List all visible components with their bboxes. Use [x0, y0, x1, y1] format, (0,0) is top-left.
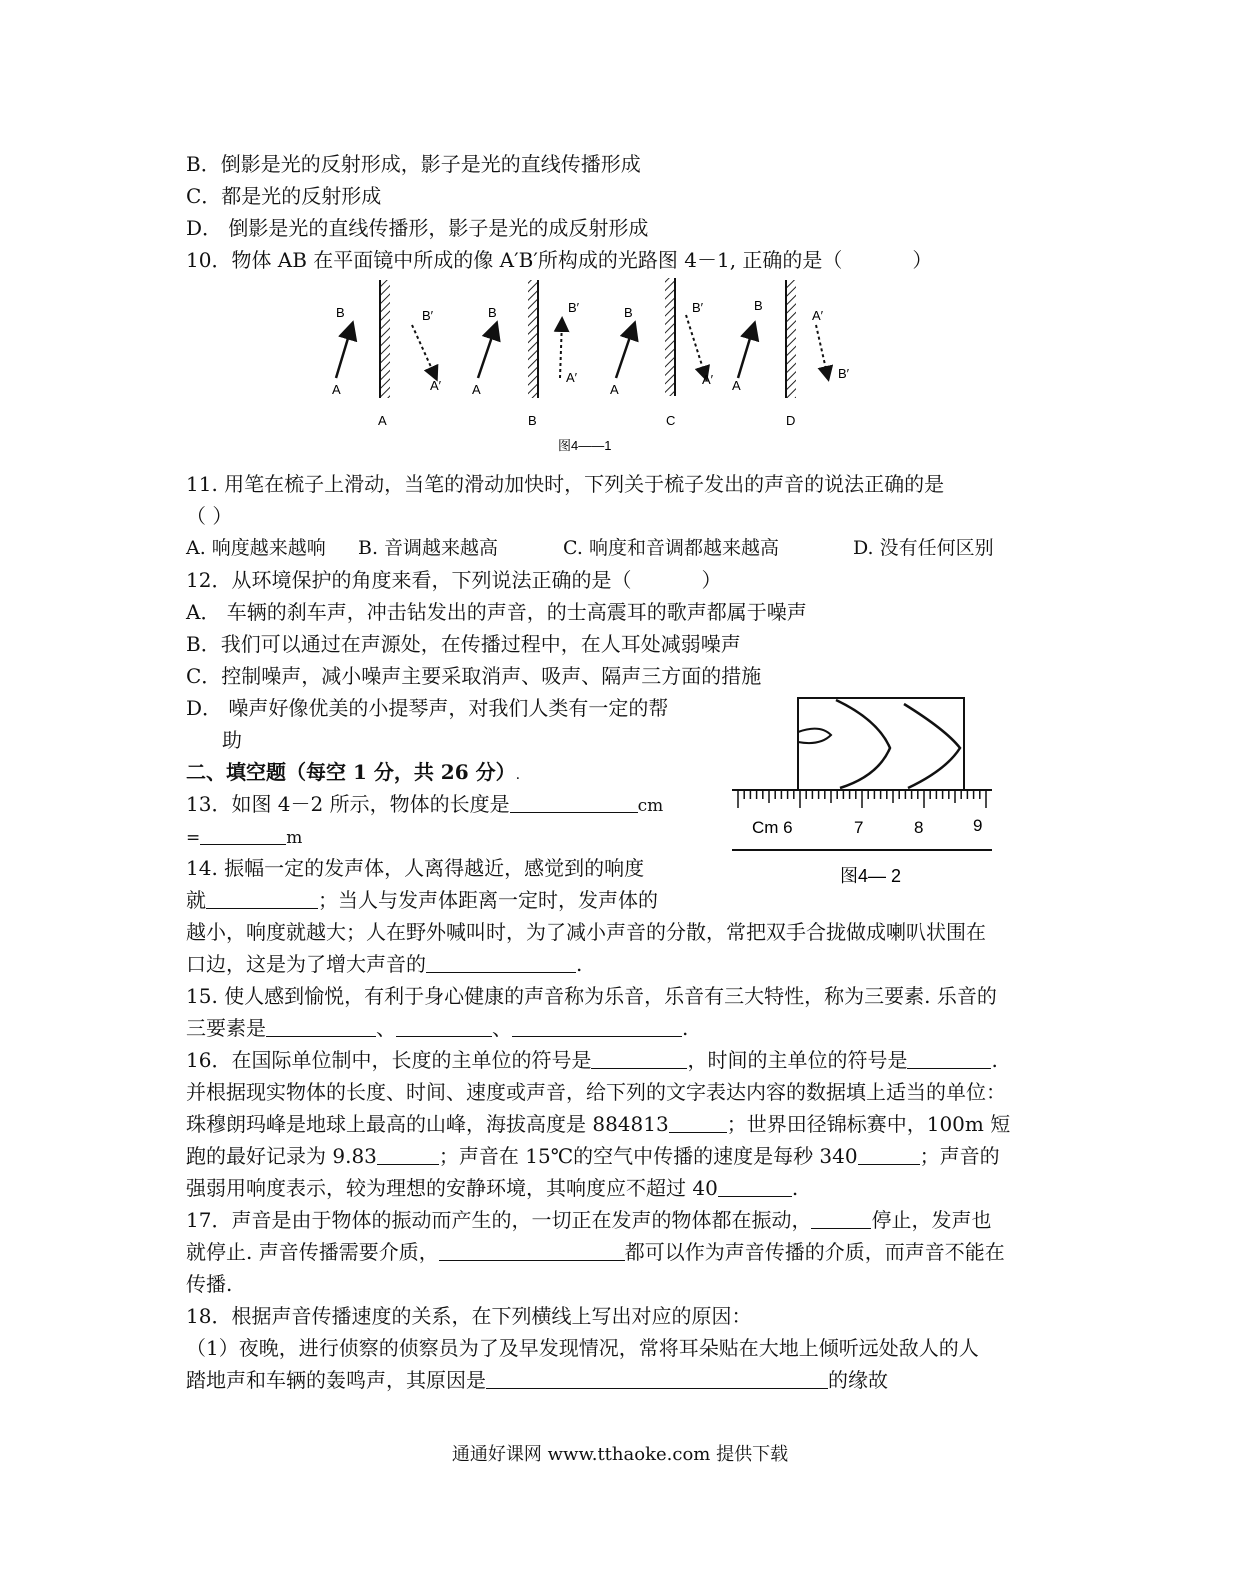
q18-l3a: 踏地声和车辆的轰鸣声，其原因是	[186, 1368, 486, 1392]
q17-line1	[186, 1204, 991, 1236]
q16-blank-speed-unit[interactable]	[858, 1144, 920, 1165]
q12-stem-text: 12．从环境保护的角度来看，下列说法正确的是（	[186, 568, 632, 592]
fig41-panel-c	[610, 278, 714, 428]
fig41-d-label-ap: A′	[812, 308, 824, 323]
ruler-ticks	[738, 790, 986, 808]
q10-paren-close: ）	[912, 248, 933, 272]
q14-l4b: .	[576, 952, 583, 976]
q15-l2a: 三要素是	[186, 1016, 266, 1040]
q11-option-c: C. 响度和音调都越来越高	[563, 537, 779, 559]
fig41-d-label-a: A	[732, 378, 741, 393]
q16-blank-record-unit[interactable]	[377, 1144, 439, 1165]
q17-blank-1[interactable]	[811, 1208, 871, 1229]
q12-option-c: C．控制噪声，减小噪声主要采取消声、吸声、隔声三方面的措施	[186, 664, 762, 688]
q14-line1: 14. 振幅一定的发声体，人离得越近，感觉到的响度	[186, 856, 645, 880]
q16-l1c: .	[991, 1048, 998, 1072]
q13-unit-m: m	[286, 828, 303, 848]
q16-l5b: .	[791, 1176, 799, 1200]
q11-option-d: D. 没有任何区别	[853, 537, 994, 559]
fig42-caption: 图4— 2	[840, 866, 902, 886]
q11-stem: 11. 用笔在梳子上滑动，当笔的滑动加快时，下列关于梳子发出的声音的说法正确的是	[186, 472, 945, 496]
fig41-option-c: C	[666, 413, 676, 428]
fig41-b-label-bp: B′	[568, 300, 580, 315]
fig41-a-label-a: A	[332, 382, 341, 397]
q17-l2b: 都可以作为声音传播的介质，而声音不能在	[624, 1240, 1005, 1264]
q16-line5	[186, 1172, 798, 1204]
q13-blank-m[interactable]	[200, 824, 286, 845]
q16-l5a: 强弱用响度表示，较为理想的安静环境，其响度应不超过 40	[186, 1176, 718, 1200]
q16-l4b: ；声音在 15℃的空气中传播的速度是每秒 340	[438, 1144, 858, 1168]
q16-line4	[186, 1140, 1000, 1172]
fig41-d-label-bp: B′	[838, 366, 850, 381]
q15-blank-1[interactable]	[266, 1016, 376, 1037]
page-footer: 通通好课网 www.tthaoke.com 提供下载	[451, 1444, 789, 1465]
q18-line3	[186, 1364, 888, 1396]
q15-line1: 15. 使人感到愉悦，有利于身心健康的声音称为乐音，乐音有三大特性，称为三要素. 乐音的	[186, 984, 997, 1008]
ruler-label-8: 8	[914, 818, 924, 837]
q18-line1: 18．根据声音传播速度的关系，在下列横线上写出对应的原因：	[186, 1304, 752, 1328]
section-2-title	[186, 756, 520, 791]
q13-line2	[186, 820, 302, 854]
q12-option-a: A． 车辆的刹车声，冲击钻发出的声音，的士高震耳的歌声都属于噪声	[186, 600, 807, 624]
q16-line3	[186, 1108, 1010, 1140]
section-2-title-text: 二、填空题（每空 1 分，共 26 分）	[186, 760, 516, 784]
fig41-c-label-bp: B′	[692, 300, 704, 315]
q12-option-d-cont: 助	[222, 728, 242, 752]
q13-line1	[186, 788, 663, 822]
q16-line2: 并根据现实物体的长度、时间、速度或声音，给下列的文字表达内容的数据填上适当的单位：	[186, 1080, 1006, 1104]
q17-l2a: 就停止. 声音传播需要介质，	[186, 1240, 439, 1264]
fig41-d-label-b: B	[754, 298, 763, 313]
q12-option-d: D． 噪声好像优美的小提琴声，对我们人类有一定的帮	[186, 696, 669, 720]
fig41-caption: 图4——1	[558, 438, 612, 453]
q16-l3a: 珠穆朗玛峰是地球上最高的山峰，海拔高度是 884813	[186, 1112, 669, 1136]
q15-sep2: 、	[492, 1016, 512, 1040]
fig41-c-label-a: A	[610, 382, 619, 397]
q9-option-c: C．都是光的反射形成	[186, 184, 382, 208]
ruler-label-cm6: Cm 6	[752, 818, 793, 837]
q16-blank-length-unit[interactable]	[591, 1048, 687, 1069]
q15-line2	[186, 1012, 688, 1044]
q18-blank-1[interactable]	[486, 1368, 828, 1389]
fig41-panel-a	[332, 280, 442, 428]
fig41-option-a: A	[378, 413, 387, 428]
q10-stem-text: 10．物体 AB 在平面镜中所成的像 A′B′所构成的光路图 4－1, 正确的是（	[186, 248, 843, 272]
fig41-b-label-ap: A′	[566, 370, 578, 385]
q17-l1a: 17．声音是由于物体的振动而产生的，一切正在发声的物体都在振动，	[186, 1208, 812, 1232]
ruler-label-9: 9	[973, 816, 983, 835]
q16-blank-time-unit[interactable]	[907, 1048, 991, 1069]
q14-line2	[186, 884, 658, 916]
fig41-c-label-b: B	[624, 305, 633, 320]
section-2-dot: .	[515, 767, 521, 783]
fig41-c-label-ap: A′	[702, 372, 714, 387]
q17-l1b: 停止，发声也	[871, 1208, 992, 1232]
q16-blank-height-unit[interactable]	[669, 1112, 727, 1133]
q16-l1b: ，时间的主单位的符号是	[687, 1048, 908, 1072]
fig41-panel-d	[732, 280, 850, 428]
q16-l4c: ；声音的	[919, 1144, 1000, 1168]
q15-blank-2[interactable]	[396, 1016, 492, 1037]
q16-line1	[186, 1044, 998, 1076]
fig41-b-label-a: A	[472, 382, 481, 397]
q16-blank-loudness-unit[interactable]	[718, 1176, 792, 1197]
q17-blank-2[interactable]	[439, 1240, 625, 1261]
q11-paren: （ ）	[186, 504, 233, 528]
fig41-panel-b	[472, 280, 580, 428]
fig41-a-label-b: B	[336, 305, 345, 320]
q12-paren-close: ）	[701, 568, 722, 592]
q13-blank-cm[interactable]	[510, 792, 638, 813]
q16-l1a: 16．在国际单位制中，长度的主单位的符号是	[186, 1048, 592, 1072]
q15-sep1: 、	[376, 1016, 396, 1040]
q18-l3b: 的缘故	[828, 1368, 888, 1392]
q14-l2b: ；当人与发声体距离一定时，发声体的	[318, 888, 658, 912]
q15-end: .	[682, 1016, 689, 1040]
q11-options	[186, 532, 994, 564]
q9-option-d: D． 倒影是光的直线传播形，影子是光的成反射形成	[186, 216, 649, 240]
q18-line2: （1）夜晚，进行侦察的侦察员为了及早发现情况，常将耳朵贴在大地上倾听远处敌人的人	[186, 1336, 979, 1360]
q11-option-b: B. 音调越来越高	[358, 537, 499, 559]
q14-l4a: 口边，这是为了增大声音的	[186, 952, 426, 976]
q12-stem	[186, 564, 721, 596]
q14-blank-2[interactable]	[426, 952, 576, 973]
q13-eq: =	[186, 828, 201, 848]
q12-option-b: B．我们可以通过在声源处，在传播过程中，在人耳处减弱噪声	[186, 632, 741, 656]
fig41-b-label-b: B	[488, 305, 497, 320]
q15-blank-3[interactable]	[512, 1016, 682, 1037]
q17-line2	[186, 1236, 1005, 1268]
q14-line3: 越小，响度就越大；人在野外喊叫时，为了减小声音的分散，常把双手合拢做成喇叭状围在	[186, 920, 986, 944]
q14-line4	[186, 948, 582, 980]
q11-option-a: A. 响度越来越响	[186, 537, 326, 559]
q9-option-b: B．倒影是光的反射形成，影子是光的直线传播形成	[186, 152, 641, 176]
fig41-option-d: D	[786, 413, 796, 428]
figure-4-2	[728, 690, 998, 890]
fig41-option-b: B	[528, 413, 537, 428]
q14-l2a: 就	[186, 888, 206, 912]
q14-blank-1[interactable]	[206, 888, 318, 909]
fig41-a-label-bp: B′	[422, 308, 434, 323]
q16-l3b: ；世界田径锦标赛中，100m 短	[726, 1112, 1011, 1136]
q13-unit-cm: cm	[637, 796, 664, 816]
figure-4-1	[320, 270, 880, 455]
fig41-a-label-ap: A′	[430, 378, 442, 393]
q13-text: 13．如图 4－2 所示，物体的长度是	[186, 792, 510, 816]
q17-line3: 传播.	[186, 1272, 233, 1296]
ruler-label-7: 7	[854, 818, 864, 837]
q16-l4a: 跑的最好记录为 9.83	[186, 1144, 377, 1168]
